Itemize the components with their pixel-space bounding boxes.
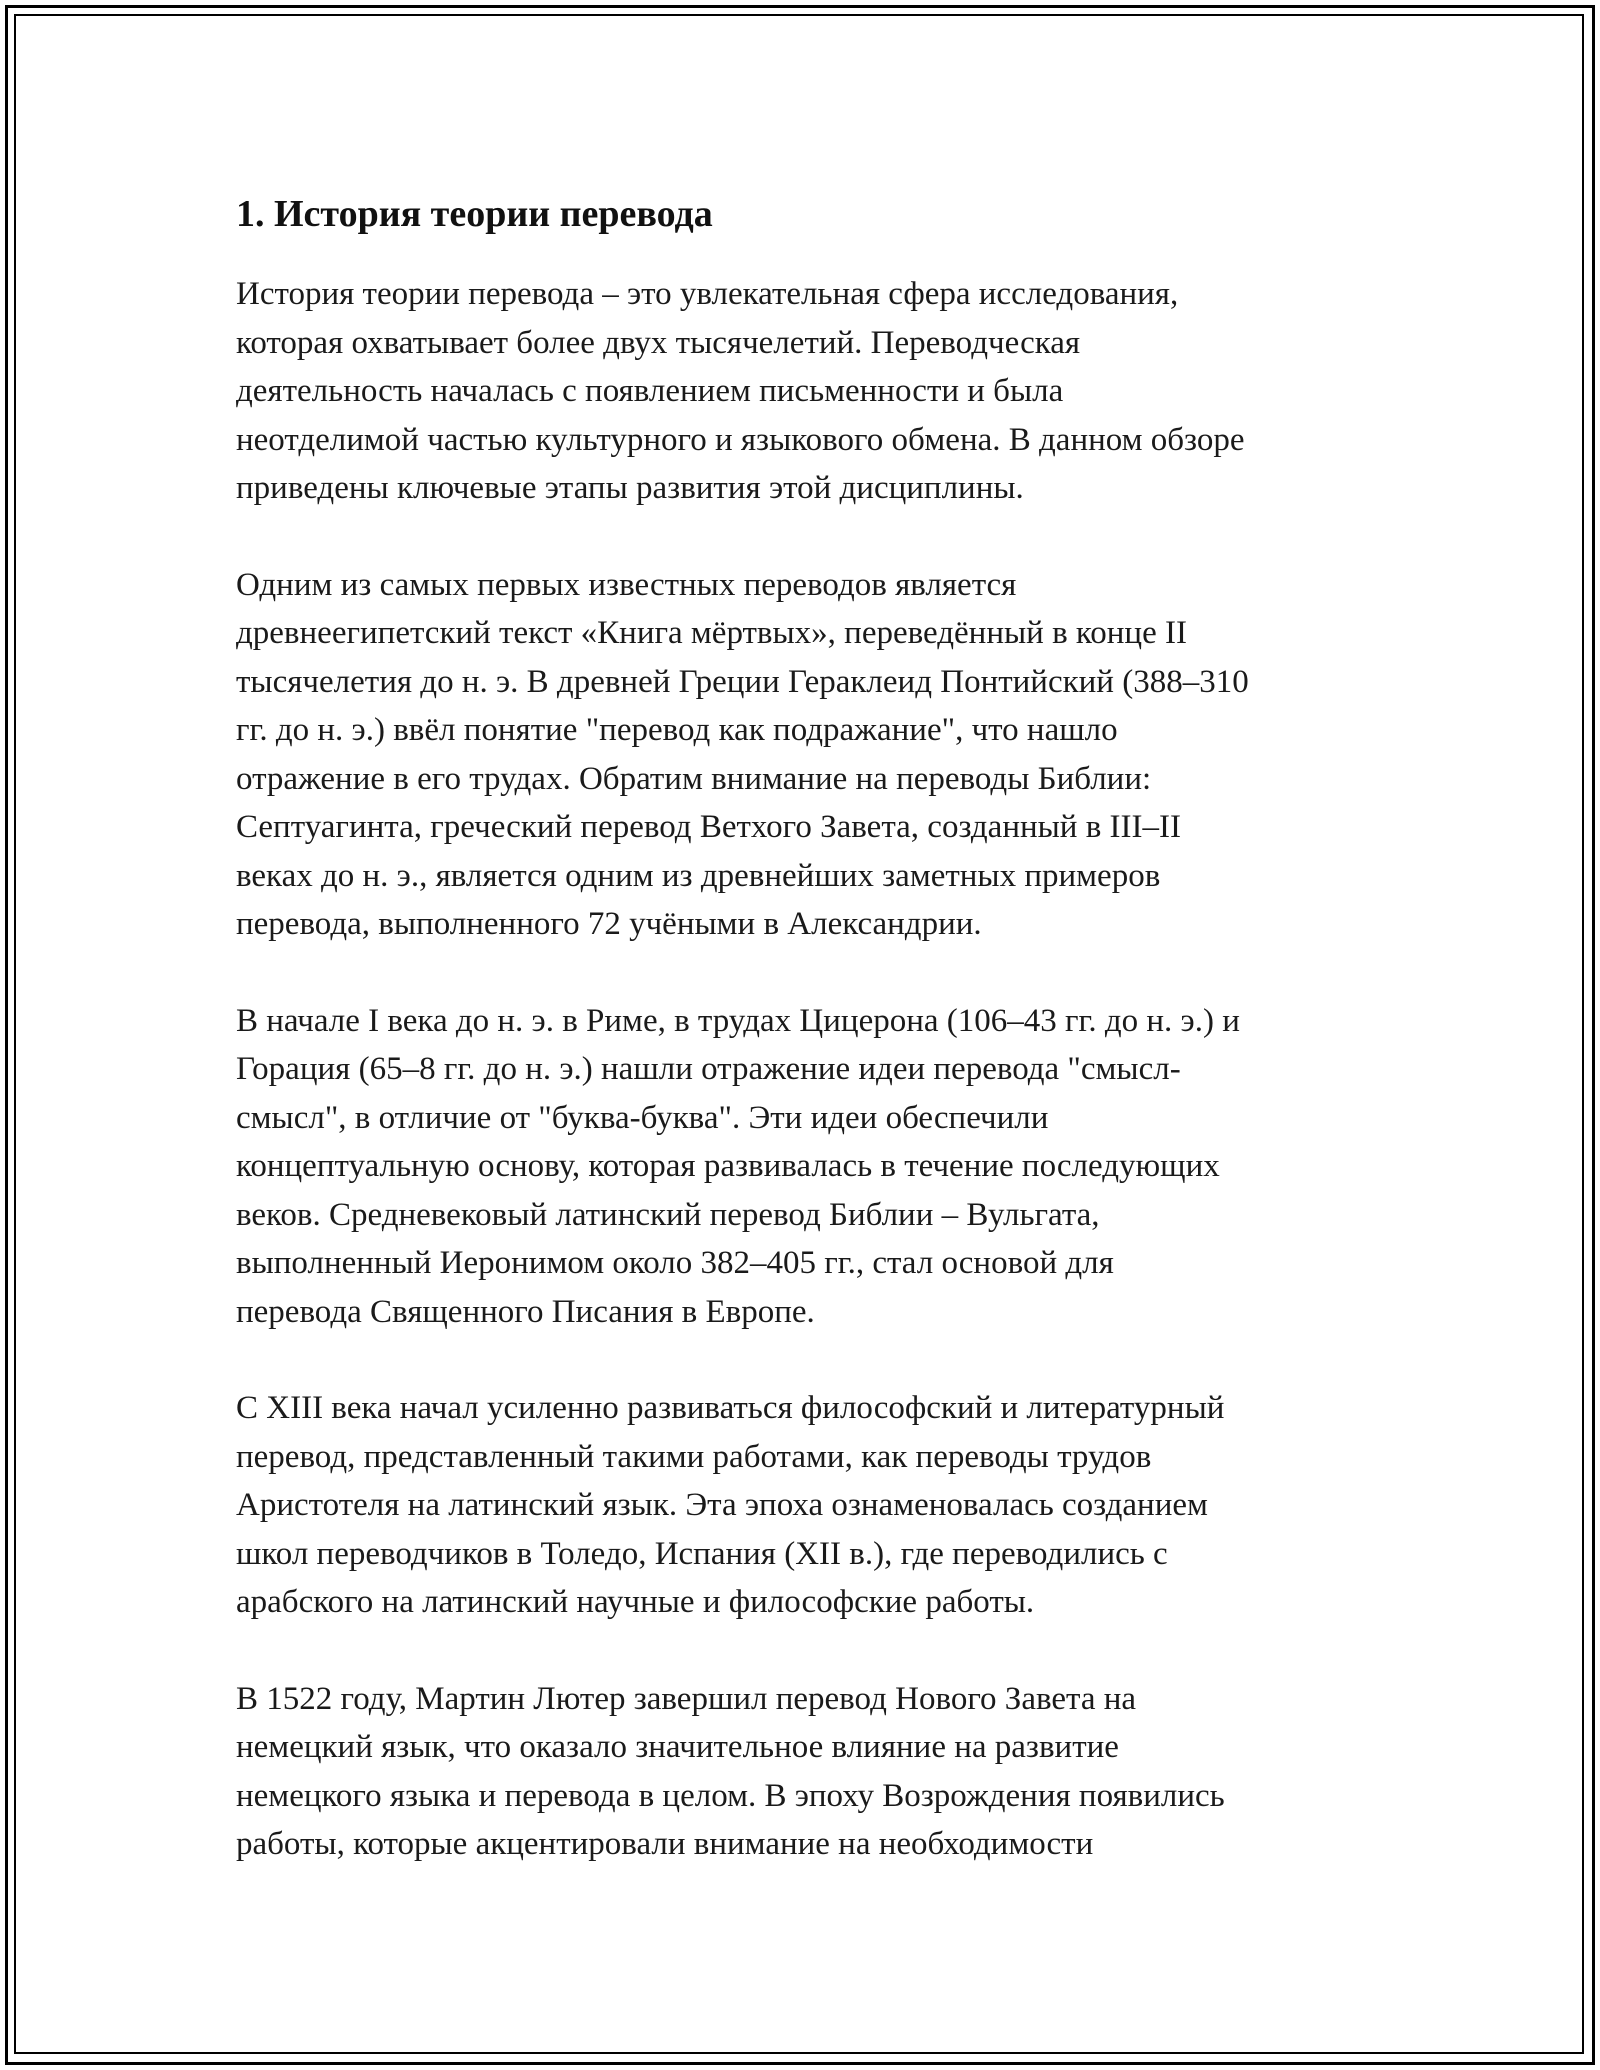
text-line: Аристотеля на латинский язык. Эта эпоха ознаменовалась созданием — [236, 1487, 1208, 1523]
text-line: школ переводчиков в Толедо, Испания (XII в.), где переводились с — [236, 1535, 1168, 1572]
text-line: смысл", в отличие от "буква-буква". Эти идеи обеспечили — [236, 1099, 1049, 1136]
text-line: Горация (65–8 гг. до н. э.) нашли отражение идеи перевода "смысл- — [236, 1051, 1181, 1087]
paragraph-1 — [236, 270, 1386, 513]
text-line: работы, которые акцентировали внимание на необходимости — [236, 1826, 1094, 1862]
text-line: С XIII века начал усиленно развиваться философский и литературный — [236, 1390, 1225, 1426]
paragraph-2 — [236, 561, 1386, 949]
text-line: отражение в его трудах. Обратим внимание на переводы Библии: — [236, 760, 1152, 797]
text-line: Септуагинта, греческий перевод Ветхого Завета, созданный в III–II — [236, 809, 1181, 845]
text-line: немецкого языка и перевода в целом. В эпоху Возрождения появились — [236, 1777, 1225, 1814]
text-line: перевода Священного Писания в Европе. — [236, 1293, 815, 1330]
text-line: В начале I века до н. э. в Риме, в трудах Цицерона (106–43 гг. до н. э.) и — [236, 1002, 1240, 1039]
text-line: неотделимой частью культурного и языкового обмена. В данном обзоре — [236, 421, 1245, 458]
text-line: выполненный Иеронимом около 382–405 гг., стал основой для — [236, 1245, 1114, 1281]
document-body — [236, 186, 1386, 1917]
paragraph-4 — [236, 1384, 1386, 1627]
text-line: веках до н. э., является одним из древнейших заметных примеров — [236, 857, 1161, 894]
text-line: перевода, выполненного 72 учёными в Александрии. — [236, 906, 982, 942]
text-line: концептуальную основу, которая развивалась в течение последующих — [236, 1148, 1220, 1184]
text-line: арабского на латинский научные и философские работы. — [236, 1584, 1035, 1620]
text-line: История теории перевода – это увлекательная сфера исследования, — [236, 276, 1179, 312]
paragraph-5 — [236, 1675, 1386, 1869]
text-line: веков. Средневековый латинский перевод Библии – Вульгата, — [236, 1196, 1100, 1233]
text-line: деятельность началась с появлением письменности и была — [236, 373, 1064, 409]
text-line: древнеегипетский текст «Книга мёртвых», переведённый в конце II — [236, 615, 1187, 651]
text-line: Одним из самых первых известных переводов является — [236, 566, 1017, 603]
text-line: немецкий язык, что оказало значительное влияние на развитие — [236, 1729, 1119, 1765]
text-line: приведены ключевые этапы развития этой дисциплины. — [236, 470, 1024, 506]
section-heading: 1. История теории перевода — [236, 193, 713, 235]
text-line: тысячелетия до н. э. В древней Греции Гераклеид Понтийский (388–310 — [236, 663, 1249, 700]
text-line: перевод, представленный такими работами, как переводы трудов — [236, 1438, 1152, 1475]
text-line: В 1522 году, Мартин Лютер завершил перевод Нового Завета на — [236, 1680, 1137, 1717]
text-line: гг. до н. э.) ввёл понятие "перевод как подражание", что нашло — [236, 712, 1118, 748]
text-line: которая охватывает более двух тысячелетий. Переводческая — [236, 324, 1081, 361]
paragraph-3 — [236, 997, 1386, 1337]
